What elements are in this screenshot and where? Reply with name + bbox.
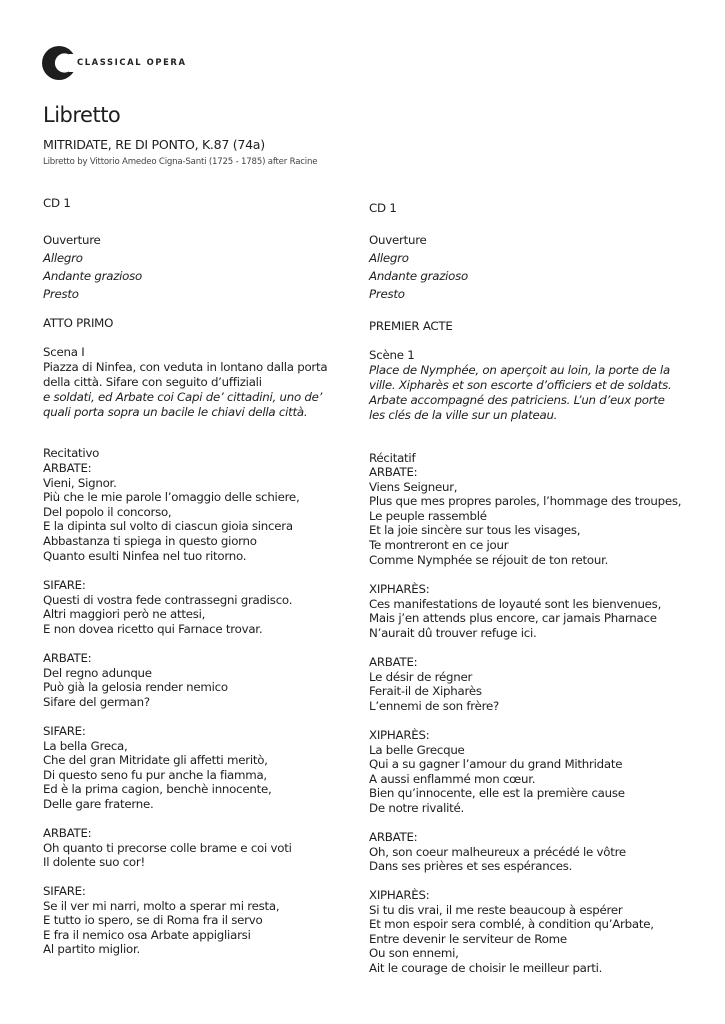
stage-direction-line: della città. Sifare con seguito d’uffiziali xyxy=(43,375,262,389)
scene-heading: Scène 1 xyxy=(369,348,415,362)
verse-line: Entre devenir le serviteur de Rome xyxy=(369,931,567,946)
verse-line: Plus que mes propres paroles, l’hommage des troupes, xyxy=(369,494,682,509)
verse-line: E tutto io spero, se di Roma fra il servo xyxy=(43,913,263,928)
verse-line: E non dovea ricetto qui Farnace trovar. xyxy=(43,621,263,636)
verse-line: Delle gare fraterne. xyxy=(43,796,154,811)
verse-line: Quanto esulti Ninfea nel tuo ritorno. xyxy=(43,548,247,563)
dialogue-block xyxy=(369,582,661,640)
verse-line: A aussi enflammé mon cœur. xyxy=(369,771,536,786)
verse-line: Comme Nymphée se réjouit de ton retour. xyxy=(369,552,609,567)
verse-line: Le désir de régner xyxy=(369,669,473,684)
verse-line: Bien qu’innocente, elle est la première cause xyxy=(369,786,625,801)
verse-line: Può già la gelosia render nemico xyxy=(43,680,228,695)
verse-line: Vieni, Signor. xyxy=(43,475,117,490)
cd-label: CD 1 xyxy=(43,196,71,210)
character-name: SIFARE: xyxy=(43,884,86,898)
character-name: ARBATE: xyxy=(369,830,418,844)
movement-allegro: Allegro xyxy=(369,251,409,265)
verse-line: Di questo seno fu pur anche la fiamma, xyxy=(43,767,267,782)
cd-label: CD 1 xyxy=(369,201,397,215)
verse-line: De notre rivalité. xyxy=(369,800,465,815)
act-heading: ATTO PRIMO xyxy=(43,316,114,330)
verse-line: Che del gran Mitridate gli affetti meritò, xyxy=(43,753,268,768)
character-name: ARBATE: xyxy=(43,651,92,665)
verse-line: Ed è la prima cagion, benchè innocente, xyxy=(43,782,272,797)
dialogue-block xyxy=(369,728,625,816)
verse-line: Ferait-il de Xipharès xyxy=(369,684,482,699)
verse-line: N’aurait dû trouver refuge ici. xyxy=(369,625,537,640)
verse-line: Le peuple rassemblé xyxy=(369,508,487,523)
character-name: ARBATE: xyxy=(369,465,418,479)
verse-line: Oh quanto ti precorse colle brame e coi voti xyxy=(43,840,292,855)
character-name: XIPHARÈS: xyxy=(369,582,430,596)
verse-line: Più che le mie parole l’omaggio delle schiere, xyxy=(43,490,300,505)
dialogue-block xyxy=(43,724,271,812)
stage-direction-line: Piazza di Ninfea, con veduta in lontano dalla porta xyxy=(43,360,328,374)
dialogue-block xyxy=(369,465,681,567)
character-name: ARBATE: xyxy=(43,826,92,840)
stage-direction-italic-line: les clés de la ville sur un plateau. xyxy=(369,408,558,422)
character-name: XIPHARÈS: xyxy=(369,888,430,902)
verse-line: Del regno adunque xyxy=(43,665,152,680)
stage-direction-italic-line: Arbate accompagné des patriciens. L’un d’eux porte xyxy=(369,393,665,407)
movement-presto: Presto xyxy=(369,287,405,301)
character-name: SIFARE: xyxy=(43,578,86,592)
dialogue-block xyxy=(43,884,279,957)
verse-line: Oh, son coeur malheureux a précédé le vôtre xyxy=(369,844,626,859)
character-name: ARBATE: xyxy=(369,655,418,669)
verse-line: L’ennemi de son frère? xyxy=(369,698,500,713)
verse-line: Et mon espoir sera comblé, à condition qu’Arbate, xyxy=(369,917,654,932)
verse-line: Questi di vostra fede contrassegni gradisco. xyxy=(43,592,293,607)
movement-andante: Andante grazioso xyxy=(369,269,468,283)
stage-direction-italic-line: ville. Xipharès et son escorte d’officiers et de soldats. xyxy=(369,378,672,392)
verse-line: Al partito miglior. xyxy=(43,942,140,957)
movement-allegro: Allegro xyxy=(43,251,83,265)
overture-heading: Ouverture xyxy=(369,233,427,247)
recitative-heading: Recitativo xyxy=(43,446,100,460)
verse-line: La belle Grecque xyxy=(369,742,465,757)
page-title: Libretto xyxy=(43,103,121,127)
verse-line: Dans ses prières et ses espérances. xyxy=(369,859,573,874)
stage-direction-italic-line: quali porta sopra un bacile le chiavi della città. xyxy=(43,405,308,419)
dialogue-block xyxy=(369,830,626,874)
dialogue-block xyxy=(369,655,499,713)
verse-line: Ou son ennemi, xyxy=(369,946,459,961)
work-title: MITRIDATE, RE DI PONTO, K.87 (74a) xyxy=(43,137,265,152)
classical-opera-logo xyxy=(42,44,192,82)
dialogue-block xyxy=(43,651,228,709)
verse-line: Se il ver mi narri, molto a sperar mi resta, xyxy=(43,898,280,913)
dialogue-block xyxy=(43,578,292,636)
dialogue-block xyxy=(43,461,299,563)
dialogue-block xyxy=(43,826,292,870)
verse-line: E fra il nemico osa Arbate appigliarsi xyxy=(43,927,251,942)
verse-line: Sifare del german? xyxy=(43,694,150,709)
character-name: ARBATE: xyxy=(43,461,92,475)
scene-heading: Scena I xyxy=(43,345,85,359)
logo-text: CLASSICAL OPERA xyxy=(77,57,187,67)
movement-presto: Presto xyxy=(43,287,79,301)
character-name: XIPHARÈS: xyxy=(369,728,430,742)
verse-line: E la dipinta sul volto di ciascun gioia sincera xyxy=(43,519,293,534)
act-heading: PREMIER ACTE xyxy=(369,319,453,333)
verse-line: Del popolo il concorso, xyxy=(43,504,172,519)
verse-line: Mais j’en attends plus encore, car jamais Pharnace xyxy=(369,611,657,626)
libretto-credit: Libretto by Vittorio Amedeo Cigna-Santi (1725 - 1785) after Racine xyxy=(43,157,318,167)
dialogue-block xyxy=(369,888,654,976)
verse-line: Viens Seigneur, xyxy=(369,479,458,494)
stage-direction-italic-line: Place de Nymphée, on aperçoit au loin, la porte de la xyxy=(369,363,670,377)
character-name: SIFARE: xyxy=(43,724,86,738)
overture-heading: Ouverture xyxy=(43,233,101,247)
verse-line: Et la joie sincère sur tous les visages, xyxy=(369,523,581,538)
stage-direction-italic-line: e soldati, ed Arbate coi Capi de’ cittadini, uno de’ xyxy=(43,390,323,404)
verse-line: Abbastanza ti spiega in questo giorno xyxy=(43,533,257,548)
verse-line: Te montreront en ce jour xyxy=(369,537,509,552)
verse-line: Il dolente suo cor! xyxy=(43,855,145,870)
movement-andante: Andante grazioso xyxy=(43,269,142,283)
verse-line: Ait le courage de choisir le meilleur parti. xyxy=(369,960,603,975)
verse-line: Altri maggiori però ne attesi, xyxy=(43,607,206,622)
verse-line: Si tu dis vrai, il me reste beaucoup à espérer xyxy=(369,902,623,917)
verse-line: Ces manifestations de loyauté sont les bienvenues, xyxy=(369,596,662,611)
verse-line: Qui a su gagner l’amour du grand Mithridate xyxy=(369,757,623,772)
verse-line: La bella Greca, xyxy=(43,738,128,753)
recitative-heading: Récitatif xyxy=(369,451,416,465)
logo-c-mark-icon xyxy=(42,44,76,82)
